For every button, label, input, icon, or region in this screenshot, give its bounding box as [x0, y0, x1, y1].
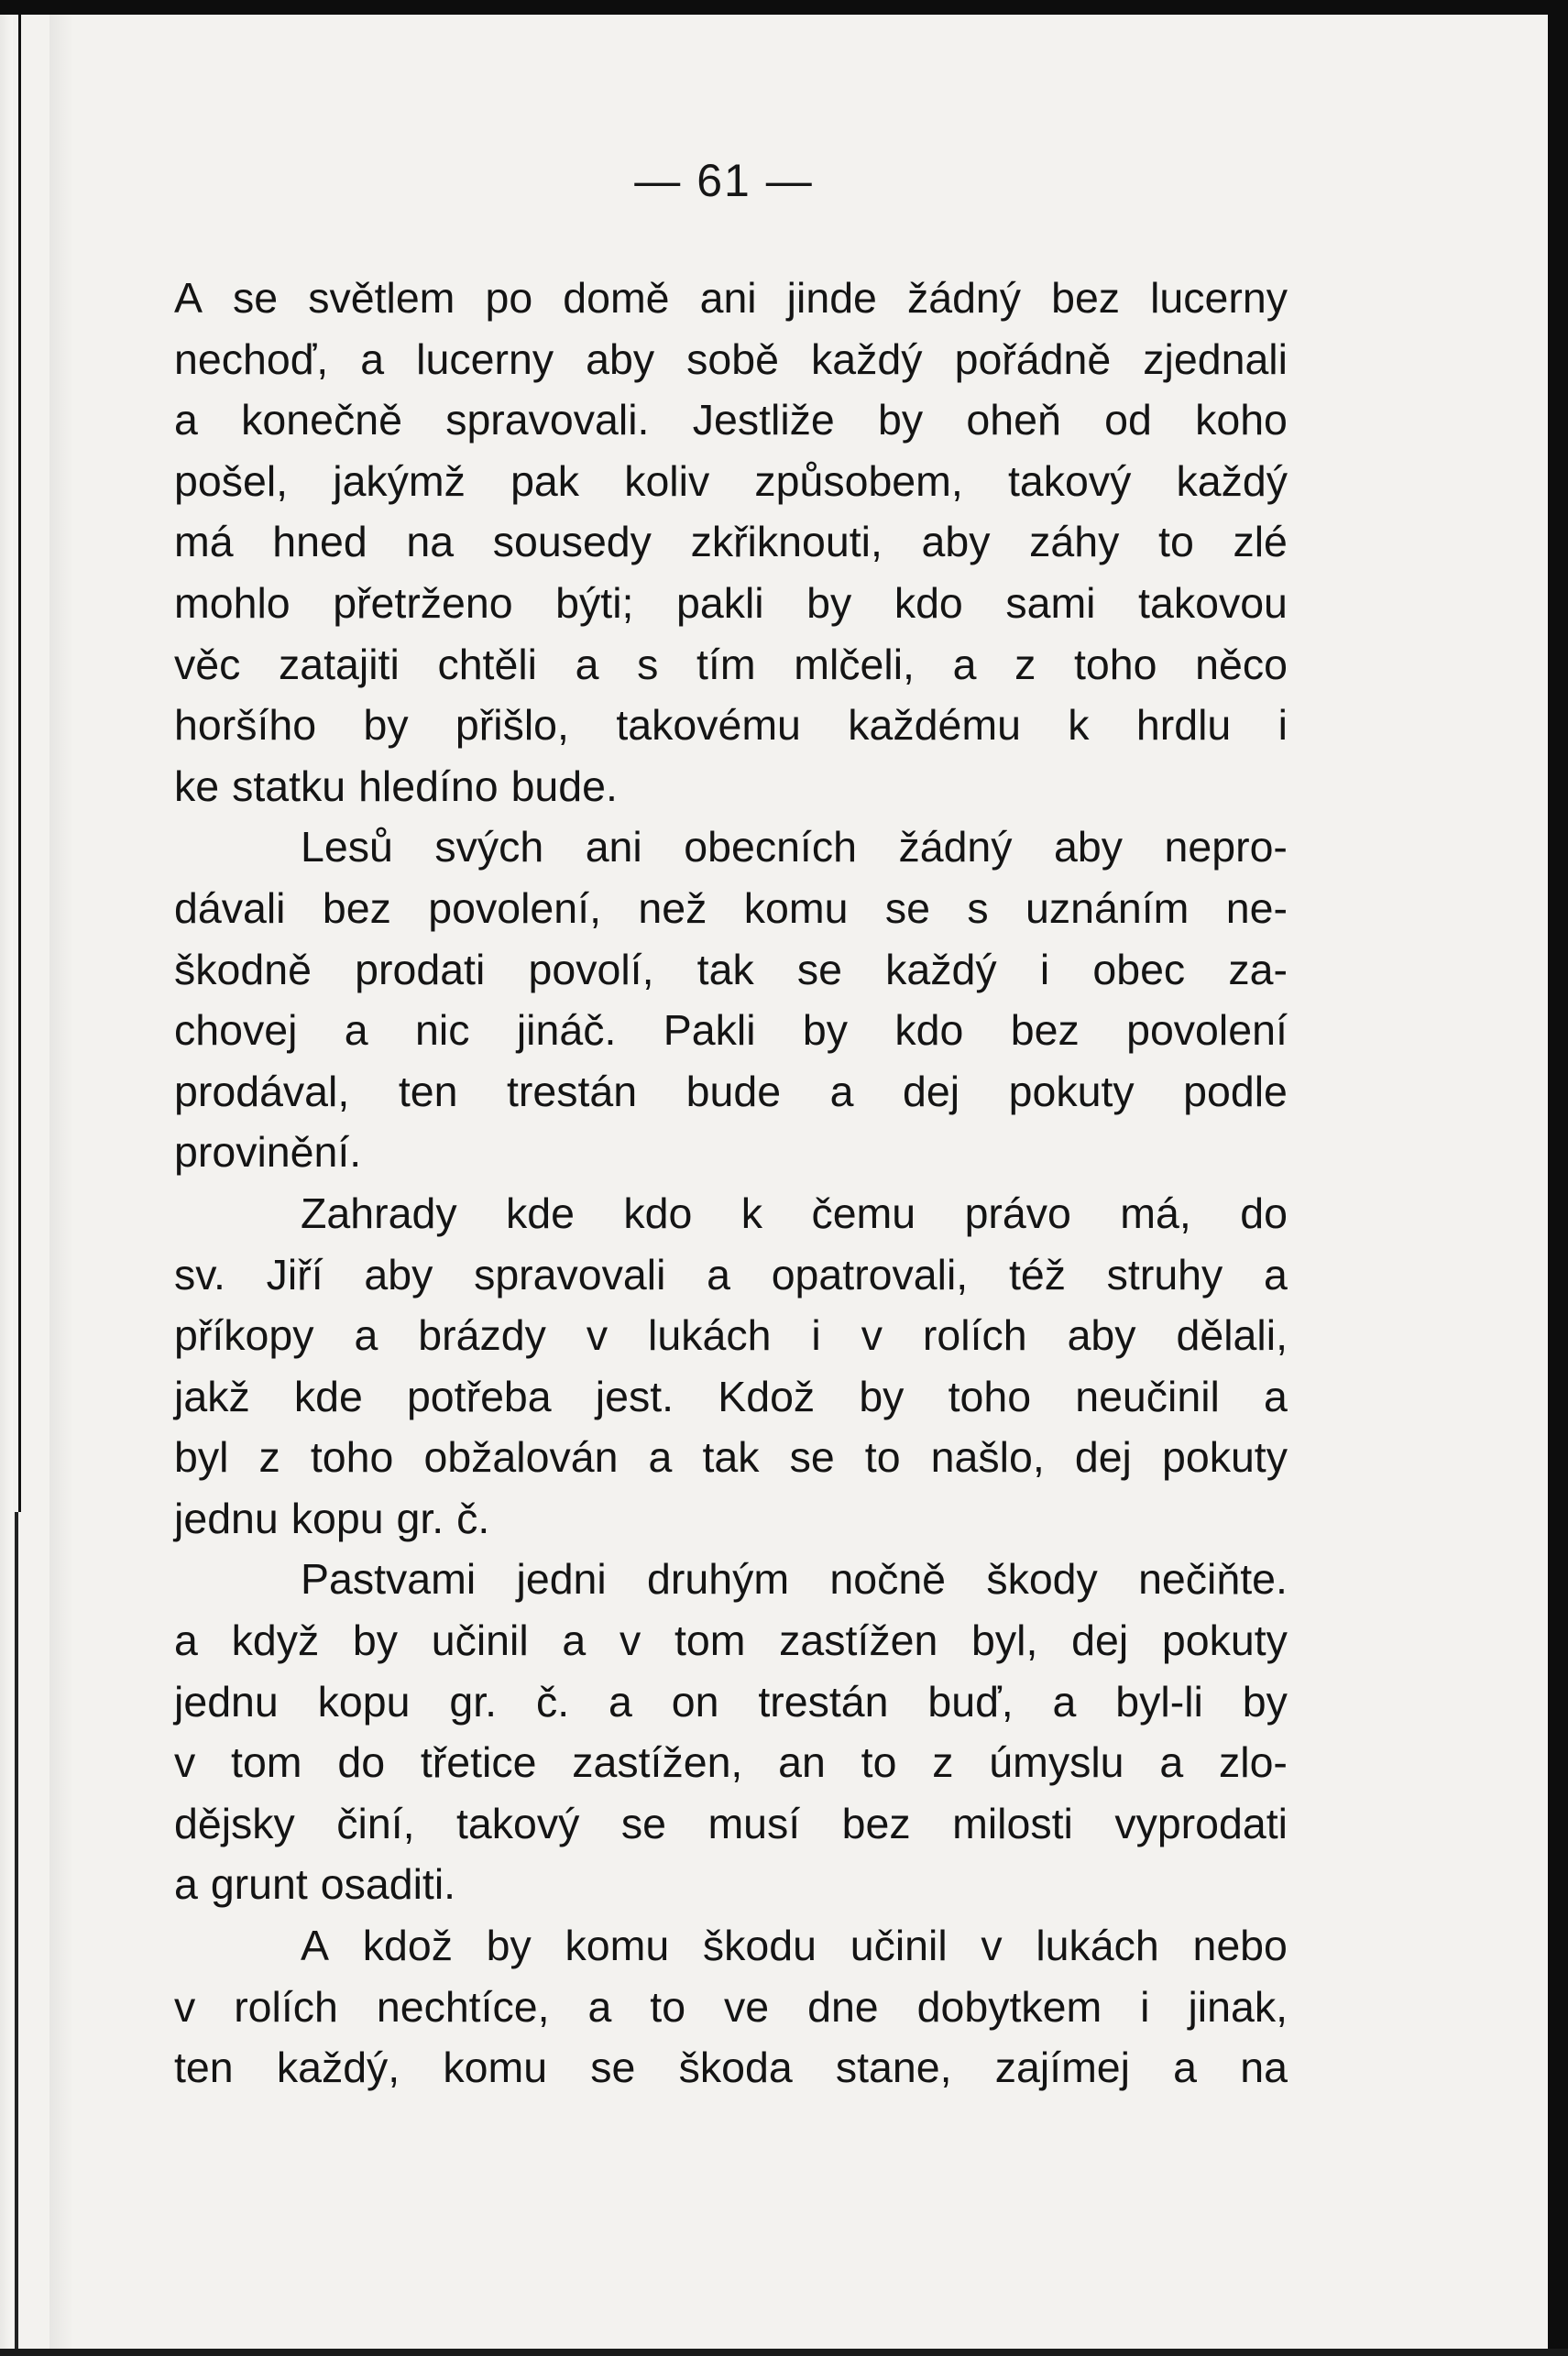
word: se — [789, 1433, 835, 1482]
word: tak — [702, 1433, 760, 1482]
word: v — [861, 1311, 883, 1360]
word: toho — [1073, 640, 1157, 688]
word: i — [811, 1311, 821, 1360]
word: povolení — [1126, 1006, 1288, 1055]
word: a — [562, 1616, 587, 1665]
word: zajímej — [994, 2044, 1130, 2092]
word: jakýmž — [333, 456, 466, 505]
word: by — [363, 701, 409, 750]
word: tom — [674, 1616, 746, 1665]
word: bez — [1010, 1006, 1080, 1055]
word: oheň — [966, 396, 1061, 444]
word: chovej — [174, 1006, 298, 1055]
word: horšího — [174, 701, 317, 750]
word: zastížen — [779, 1616, 938, 1665]
word: škoda — [678, 2044, 793, 2092]
word: to — [1158, 518, 1194, 566]
word: nočně — [829, 1555, 947, 1604]
word: z — [932, 1738, 954, 1787]
word: Pakli — [663, 1006, 756, 1055]
word: třetice — [420, 1738, 537, 1787]
word: pak — [510, 456, 580, 505]
text-line — [174, 939, 1288, 1001]
text-line — [174, 1061, 1288, 1123]
word: hledíno — [358, 762, 499, 810]
word: by — [802, 1006, 849, 1055]
word: dělali, — [1176, 1311, 1288, 1360]
text-line — [174, 1122, 1288, 1183]
text-line — [174, 268, 1288, 329]
word: by — [806, 578, 852, 627]
word: uznáním — [1025, 883, 1190, 932]
text-line — [174, 451, 1288, 512]
word: pokuty — [1161, 1433, 1288, 1482]
word: kopu — [317, 1677, 411, 1726]
word: zkřiknouti, — [690, 518, 883, 566]
word: koho — [1195, 396, 1288, 444]
word: trestán — [506, 1067, 638, 1115]
word: osaditi. — [320, 1860, 456, 1909]
word: ten — [398, 1067, 458, 1115]
text-line — [174, 1977, 1288, 2038]
word: a — [587, 1982, 612, 2031]
text-line — [174, 1671, 1288, 1733]
word: aby — [1067, 1311, 1136, 1360]
word: prodati — [355, 945, 486, 993]
word: aby — [586, 334, 655, 383]
word: statku — [232, 762, 346, 810]
word: do — [1240, 1189, 1288, 1237]
word: a — [360, 334, 385, 383]
word: druhým — [647, 1555, 790, 1604]
word: záhy — [1029, 518, 1120, 566]
word: dávali — [174, 883, 286, 932]
word: by — [878, 396, 924, 444]
word: obžalován — [423, 1433, 619, 1482]
text-line — [174, 695, 1288, 756]
word: spravovali. — [445, 396, 650, 444]
word: nechoď, — [174, 334, 329, 383]
word: musí — [707, 1799, 801, 1847]
word: spravovali — [474, 1250, 666, 1299]
word: se — [233, 274, 279, 322]
word: příkopy — [174, 1311, 314, 1360]
word: lukách — [648, 1311, 772, 1360]
word: i — [1277, 701, 1288, 750]
word: škody — [986, 1555, 1098, 1604]
word: toho — [948, 1372, 1032, 1420]
page-gutter-shadow — [49, 0, 73, 2356]
word: s — [967, 883, 989, 932]
word: dobytkem — [916, 1982, 1102, 2031]
word: stane, — [835, 2044, 952, 2092]
word: komu — [565, 1922, 670, 1970]
word: struhy — [1106, 1250, 1223, 1299]
word: býti; — [555, 578, 634, 627]
word: a — [609, 1677, 632, 1726]
word: nebo — [1192, 1922, 1288, 1970]
word: lucerny — [416, 334, 554, 383]
word: domě — [563, 274, 670, 322]
word: každý, — [276, 2044, 400, 2092]
word: konečně — [241, 396, 402, 444]
word: on — [671, 1677, 719, 1726]
word: Jestliže — [692, 396, 835, 444]
word: tak — [696, 945, 754, 993]
word: zlé — [1233, 518, 1288, 566]
word: A — [174, 274, 203, 322]
text-line — [174, 756, 1288, 817]
scan-top-border — [0, 0, 1568, 15]
text-line — [174, 1305, 1288, 1366]
word: podle — [1183, 1067, 1288, 1115]
word: jinde — [786, 274, 877, 322]
word: pokuty — [1161, 1616, 1288, 1665]
word: bude. — [510, 762, 618, 810]
word: an — [778, 1738, 826, 1787]
word: to — [650, 1982, 686, 2031]
word: k — [740, 1189, 763, 1237]
word: bude — [685, 1067, 782, 1115]
word: způsobem, — [754, 456, 963, 505]
word: a — [174, 1616, 198, 1665]
word: ve — [724, 1982, 770, 2031]
word: v — [586, 1311, 609, 1360]
word: něco — [1195, 640, 1288, 688]
scan-bottom-border — [0, 2349, 1568, 2356]
word: takovému — [616, 701, 801, 750]
word: se — [620, 1799, 666, 1847]
word: aby — [1054, 823, 1124, 871]
scan-left-margin — [0, 0, 13, 2356]
word: gr. — [396, 1494, 444, 1542]
word: trestán — [758, 1677, 889, 1726]
word: každý — [811, 334, 923, 383]
word: toho — [310, 1433, 394, 1482]
word: kdo — [894, 1006, 964, 1055]
word: a — [707, 1250, 730, 1299]
word: dej — [1074, 1433, 1132, 1482]
word: povolí, — [528, 945, 654, 993]
word: na — [406, 518, 455, 566]
word: jinak, — [1188, 1982, 1288, 2031]
word: a — [648, 1433, 673, 1482]
word: věc — [174, 640, 241, 688]
text-line — [174, 389, 1288, 451]
scan-left-edge-line-lower — [15, 1512, 18, 2356]
text-line — [174, 1793, 1288, 1855]
word: i — [1140, 1982, 1150, 2031]
word: svých — [434, 823, 544, 871]
word: světlem — [308, 274, 455, 322]
word: se — [590, 2044, 636, 2092]
text-line — [174, 1183, 1288, 1244]
word: jináč. — [516, 1006, 617, 1055]
text-line — [174, 1244, 1288, 1306]
word: provinění. — [174, 1128, 362, 1177]
word: našlo, — [930, 1433, 1045, 1482]
word: Jiří — [266, 1250, 323, 1299]
word: sv. — [174, 1250, 225, 1299]
word: od — [1104, 396, 1152, 444]
word: a — [952, 640, 977, 688]
word: opatrovali, — [771, 1250, 969, 1299]
text-line — [174, 1366, 1288, 1428]
word: by — [486, 1922, 532, 1970]
word: lucerny — [1150, 274, 1288, 322]
word: a — [174, 1860, 198, 1909]
word: po — [485, 274, 533, 322]
word: rolích — [922, 1311, 1027, 1360]
word: než — [638, 883, 707, 932]
word: takovou — [1138, 578, 1288, 627]
word: za- — [1228, 945, 1288, 993]
text-line — [174, 573, 1288, 634]
word: mlčeli, — [794, 640, 915, 688]
word: zatajiti — [279, 640, 400, 688]
word: grunt — [210, 1860, 308, 1909]
word: v — [174, 1982, 196, 2031]
word: milosti — [952, 1799, 1073, 1847]
word: obec — [1092, 945, 1186, 993]
word: buď, — [927, 1677, 1014, 1726]
text-line — [174, 1854, 1288, 1915]
word: dej — [1071, 1616, 1129, 1665]
word: mohlo — [174, 578, 291, 627]
word: učinil — [850, 1922, 948, 1970]
word: z — [258, 1433, 280, 1482]
word: nečiňte. — [1138, 1555, 1288, 1604]
word: jakž — [174, 1372, 250, 1420]
text-line — [174, 1488, 1288, 1550]
word: má — [174, 518, 234, 566]
word: sousedy — [492, 518, 652, 566]
word: sobě — [686, 334, 779, 383]
word: v — [174, 1738, 196, 1787]
word: neučinil — [1075, 1372, 1220, 1420]
word: žádný — [906, 274, 1022, 322]
word: v — [619, 1616, 641, 1665]
word: hned — [272, 518, 367, 566]
word: i — [1039, 945, 1050, 993]
word: č. — [535, 1677, 570, 1726]
word: kdo — [894, 578, 963, 627]
text-line — [174, 1915, 1288, 1977]
page-number: — 61 — — [634, 155, 814, 206]
word: Zahrady — [301, 1189, 457, 1237]
word: bez — [1051, 274, 1121, 322]
word: takový — [1007, 456, 1132, 505]
word: jedni — [516, 1555, 607, 1604]
text-line — [174, 1549, 1288, 1610]
word: se — [796, 945, 842, 993]
text-line — [174, 511, 1288, 573]
word: Kdož — [718, 1372, 816, 1420]
word: jest. — [595, 1372, 674, 1420]
word: dějsky — [174, 1799, 295, 1847]
word: na — [1240, 2044, 1288, 2092]
word: rolích — [234, 1982, 338, 2031]
word: každý — [1176, 456, 1288, 505]
word: a — [174, 396, 198, 444]
scan-right-border — [1548, 0, 1568, 2356]
word: Pastvami — [301, 1555, 477, 1604]
word: a — [1173, 2044, 1198, 2092]
word: chtěli — [437, 640, 537, 688]
word: gr. — [449, 1677, 498, 1726]
word: by — [859, 1372, 905, 1420]
word: a — [1052, 1677, 1077, 1726]
word: zastížen, — [572, 1738, 743, 1787]
word: kdo — [623, 1189, 693, 1237]
word: učinil — [431, 1616, 529, 1665]
word: vyprodati — [1114, 1799, 1288, 1847]
word: škodně — [174, 945, 312, 993]
word: pokuty — [1008, 1067, 1135, 1115]
word: to — [861, 1738, 897, 1787]
word: má, — [1120, 1189, 1191, 1237]
word: povolení, — [428, 883, 601, 932]
word: a — [354, 1311, 378, 1360]
word: a — [1264, 1250, 1288, 1299]
word: ten — [174, 2044, 234, 2092]
word: hrdlu — [1135, 701, 1232, 750]
word: přetrženo — [333, 578, 513, 627]
word: byl — [174, 1433, 229, 1482]
word: byl, — [971, 1616, 1038, 1665]
word: přišlo, — [455, 701, 569, 750]
word: sami — [1005, 578, 1096, 627]
word: činí, — [336, 1799, 415, 1847]
word: jednu — [174, 1494, 279, 1542]
word: bez — [841, 1799, 911, 1847]
text-line — [174, 2037, 1288, 2098]
word: obecních — [684, 823, 857, 871]
word: komu — [743, 883, 849, 932]
word: čemu — [811, 1189, 916, 1237]
word: tím — [696, 640, 756, 688]
word: ani — [699, 274, 757, 322]
text-line — [174, 1610, 1288, 1671]
word: ne- — [1225, 883, 1288, 932]
word: v — [981, 1922, 1003, 1970]
word: každý — [885, 945, 997, 993]
word: to — [864, 1433, 901, 1482]
word: a — [829, 1067, 854, 1115]
word: s — [637, 640, 659, 688]
word: kdož — [362, 1922, 453, 1970]
word: ke — [174, 762, 220, 810]
word: nic — [415, 1006, 470, 1055]
word: by — [1242, 1677, 1288, 1726]
word: když — [231, 1616, 320, 1665]
word: nepro- — [1164, 823, 1288, 871]
word: a — [1159, 1738, 1184, 1787]
word: dne — [807, 1982, 879, 2031]
word: pošel, — [174, 456, 289, 505]
word: aby — [364, 1250, 433, 1299]
word: a — [344, 1006, 368, 1055]
word: zlo- — [1218, 1738, 1288, 1787]
text-line — [174, 1000, 1288, 1061]
word: pakli — [675, 578, 764, 627]
word: koliv — [624, 456, 710, 505]
text-line — [174, 816, 1288, 878]
text-line — [174, 634, 1288, 696]
word: kde — [293, 1372, 363, 1420]
text-line — [174, 878, 1288, 939]
word: úmyslu — [989, 1738, 1124, 1787]
word: aby — [921, 518, 991, 566]
body-text — [174, 268, 1288, 2098]
word: též — [1008, 1250, 1066, 1299]
word: se — [884, 883, 930, 932]
word: lukách — [1036, 1922, 1159, 1970]
word: potřeba — [406, 1372, 552, 1420]
word: tom — [231, 1738, 302, 1787]
word: každému — [848, 701, 1021, 750]
word: jednu — [174, 1677, 279, 1726]
word: kopu — [291, 1494, 384, 1542]
text-line — [174, 1427, 1288, 1488]
word: č. — [456, 1494, 490, 1542]
text-line — [174, 1732, 1288, 1793]
word: A — [301, 1922, 330, 1970]
word: komu — [443, 2044, 548, 2092]
word: k — [1068, 701, 1090, 750]
word: kde — [506, 1189, 575, 1237]
word: právo — [964, 1189, 1071, 1237]
word: dej — [903, 1067, 960, 1115]
word: by — [352, 1616, 399, 1665]
word: ani — [585, 823, 642, 871]
text-line — [174, 329, 1288, 390]
word: škodu — [702, 1922, 817, 1970]
scan-left-edge-line — [18, 0, 21, 1512]
word: z — [1014, 640, 1036, 688]
word: zjednali — [1143, 334, 1288, 383]
word: bez — [322, 883, 391, 932]
word: takový — [456, 1799, 580, 1847]
word: byl-li — [1115, 1677, 1203, 1726]
word: do — [337, 1738, 386, 1787]
word: a — [575, 640, 599, 688]
word: pořádně — [954, 334, 1112, 383]
word: prodával, — [174, 1067, 350, 1115]
word: žádný — [898, 823, 1013, 871]
word: Lesů — [301, 823, 393, 871]
word: nechtíce, — [376, 1982, 550, 2031]
word: a — [1264, 1372, 1288, 1420]
word: brázdy — [418, 1311, 546, 1360]
